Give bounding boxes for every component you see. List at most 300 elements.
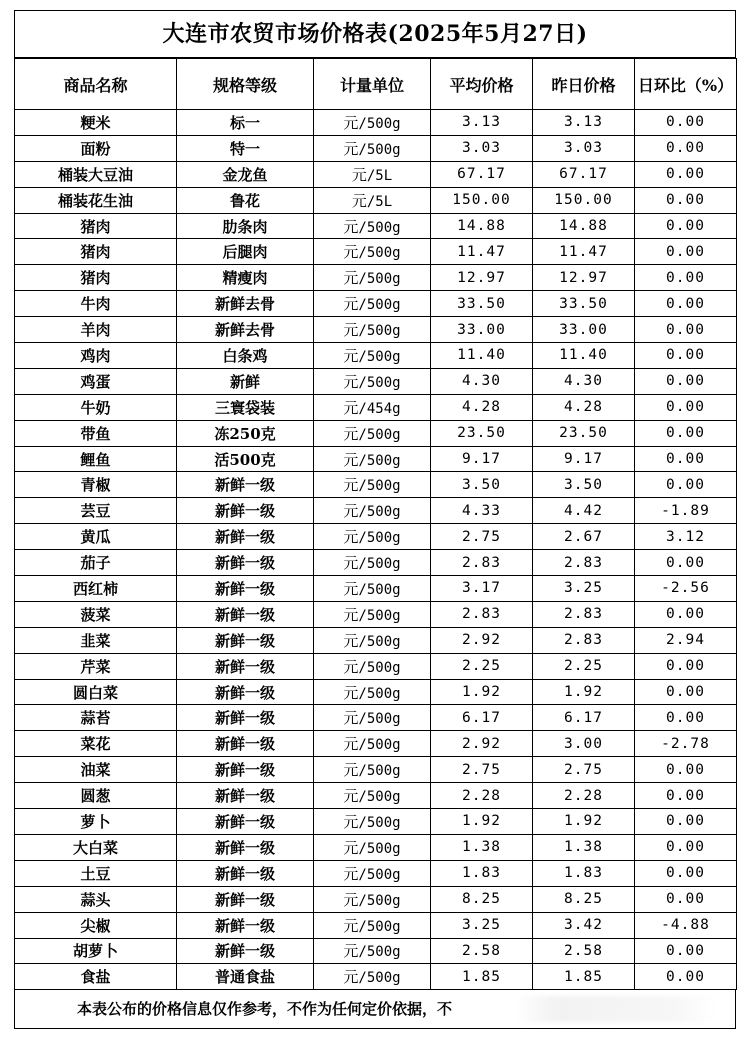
unit-currency: 元 (343, 217, 359, 236)
table-row (15, 783, 737, 809)
cell-yesterday-price: 2.75 (533, 757, 635, 783)
cell-unit (314, 731, 431, 757)
cell-spec-grade: 新鲜去骨 (177, 291, 314, 317)
cell-spec-grade: 新鲜一级 (177, 679, 314, 705)
cell-product-name: 大白菜 (15, 834, 177, 860)
table-row (15, 498, 737, 524)
cell-product-name: 韭菜 (15, 627, 177, 653)
cell-day-change: 0.00 (635, 446, 737, 472)
cell-product-name: 芹菜 (15, 653, 177, 679)
cell-spec-grade: 活500克 (177, 446, 314, 472)
cell-spec-grade: 新鲜一级 (177, 472, 314, 498)
unit-measure: /500g (358, 918, 401, 935)
cell-product-name: 牛肉 (15, 291, 177, 317)
cell-product-name: 桶装花生油 (15, 187, 177, 213)
cell-average-price: 1.38 (431, 834, 533, 860)
cell-day-change: -2.78 (635, 731, 737, 757)
table-header (15, 59, 737, 110)
table-row (15, 394, 737, 420)
unit-currency: 元 (343, 631, 359, 650)
unit-measure: /454g (358, 400, 401, 417)
cell-spec-grade: 新鲜一级 (177, 601, 314, 627)
unit-currency: 元 (351, 165, 367, 184)
table-row (15, 731, 737, 757)
cell-day-change: 0.00 (635, 964, 737, 990)
cell-product-name: 猪肉 (15, 213, 177, 239)
cell-unit (314, 135, 431, 161)
unit-measure: /500g (358, 297, 401, 314)
unit-measure: /500g (358, 271, 401, 288)
cell-unit (314, 524, 431, 550)
unit-measure: /500g (358, 866, 401, 883)
unit-currency: 元 (343, 476, 359, 495)
cell-average-price: 3.17 (431, 576, 533, 602)
cell-average-price: 1.85 (431, 964, 533, 990)
cell-unit (314, 239, 431, 265)
cell-day-change: 0.00 (635, 601, 737, 627)
cell-spec-grade: 新鲜一级 (177, 627, 314, 653)
cell-unit (314, 161, 431, 187)
unit-measure: /500g (358, 944, 401, 961)
cell-spec-grade: 新鲜一级 (177, 809, 314, 835)
cell-day-change: 0.00 (635, 368, 737, 394)
table-row (15, 446, 737, 472)
unit-measure: /5L (366, 167, 393, 184)
table-row (15, 938, 737, 964)
cell-spec-grade: 肋条肉 (177, 213, 314, 239)
cell-day-change: 0.00 (635, 161, 737, 187)
cell-unit (314, 912, 431, 938)
unit-measure: /500g (358, 892, 401, 909)
cell-product-name: 胡萝卜 (15, 938, 177, 964)
cell-day-change: 2.94 (635, 627, 737, 653)
cell-average-price: 12.97 (431, 265, 533, 291)
cell-average-price: 2.83 (431, 601, 533, 627)
cell-product-name: 油菜 (15, 757, 177, 783)
cell-unit (314, 498, 431, 524)
cell-spec-grade: 特一 (177, 135, 314, 161)
cell-product-name: 鲤鱼 (15, 446, 177, 472)
cell-spec-grade: 新鲜一级 (177, 886, 314, 912)
table-row (15, 135, 737, 161)
table-row (15, 291, 737, 317)
price-table (14, 58, 737, 990)
cell-yesterday-price: 2.83 (533, 550, 635, 576)
cell-day-change: 0.00 (635, 834, 737, 860)
cell-spec-grade: 新鲜一级 (177, 834, 314, 860)
unit-currency: 元 (343, 787, 359, 806)
unit-currency: 元 (343, 528, 359, 547)
unit-currency: 元 (343, 657, 359, 676)
table-row (15, 213, 737, 239)
unit-measure: /500g (358, 659, 401, 676)
unit-measure: /500g (358, 789, 401, 806)
cell-unit (314, 446, 431, 472)
cell-unit (314, 679, 431, 705)
cell-yesterday-price: 2.67 (533, 524, 635, 550)
cell-day-change: 0.00 (635, 394, 737, 420)
header-row (15, 59, 737, 110)
cell-spec-grade: 新鲜一级 (177, 576, 314, 602)
cell-day-change: 0.00 (635, 187, 737, 213)
unit-measure: /500g (358, 115, 401, 132)
cell-product-name: 土豆 (15, 860, 177, 886)
cell-yesterday-price: 6.17 (533, 705, 635, 731)
unit-measure: /500g (358, 556, 401, 573)
table-row (15, 601, 737, 627)
unit-measure: /500g (358, 245, 401, 262)
cell-product-name: 蒜头 (15, 886, 177, 912)
cell-average-price: 4.30 (431, 368, 533, 394)
unit-currency: 元 (343, 372, 359, 391)
table-row (15, 239, 737, 265)
cell-unit (314, 783, 431, 809)
header-yesterday-price: 昨日价格 (533, 59, 635, 110)
cell-spec-grade: 新鲜一级 (177, 524, 314, 550)
unit-measure: /500g (358, 219, 401, 236)
cell-product-name: 鸡肉 (15, 343, 177, 369)
unit-currency: 元 (343, 683, 359, 702)
cell-unit (314, 187, 431, 213)
cell-product-name: 蒜苔 (15, 705, 177, 731)
cell-spec-grade: 三寰袋装 (177, 394, 314, 420)
cell-product-name: 圆葱 (15, 783, 177, 809)
unit-currency: 元 (343, 916, 359, 935)
cell-spec-grade: 普通食盐 (177, 964, 314, 990)
cell-yesterday-price: 2.58 (533, 938, 635, 964)
cell-spec-grade: 新鲜一级 (177, 731, 314, 757)
table-row (15, 834, 737, 860)
cell-spec-grade: 新鲜 (177, 368, 314, 394)
unit-currency: 元 (343, 398, 359, 417)
cell-spec-grade: 后腿肉 (177, 239, 314, 265)
cell-spec-grade: 新鲜一级 (177, 757, 314, 783)
cell-unit (314, 705, 431, 731)
cell-yesterday-price: 1.38 (533, 834, 635, 860)
table-row (15, 187, 737, 213)
cell-unit (314, 343, 431, 369)
cell-yesterday-price: 3.00 (533, 731, 635, 757)
cell-average-price: 2.92 (431, 627, 533, 653)
cell-day-change: -2.56 (635, 576, 737, 602)
cell-yesterday-price: 9.17 (533, 446, 635, 472)
cell-unit (314, 110, 431, 136)
unit-measure: /500g (358, 737, 401, 754)
cell-product-name: 尖椒 (15, 912, 177, 938)
cell-average-price: 1.92 (431, 679, 533, 705)
unit-measure: /500g (358, 607, 401, 624)
cell-spec-grade: 精瘦肉 (177, 265, 314, 291)
cell-product-name: 羊肉 (15, 317, 177, 343)
table-body (15, 110, 737, 990)
cell-yesterday-price: 67.17 (533, 161, 635, 187)
cell-unit (314, 653, 431, 679)
cell-day-change: 0.00 (635, 239, 737, 265)
cell-day-change: 0.00 (635, 653, 737, 679)
cell-product-name: 面粉 (15, 135, 177, 161)
cell-spec-grade: 标一 (177, 110, 314, 136)
unit-currency: 元 (343, 735, 359, 754)
cell-unit (314, 938, 431, 964)
table-row (15, 886, 737, 912)
cell-average-price: 23.50 (431, 420, 533, 446)
unit-measure: /500g (358, 581, 401, 598)
cell-product-name: 黄瓜 (15, 524, 177, 550)
cell-day-change: 0.00 (635, 809, 737, 835)
cell-unit (314, 627, 431, 653)
cell-average-price: 2.83 (431, 550, 533, 576)
unit-currency: 元 (343, 709, 359, 728)
cell-average-price: 4.33 (431, 498, 533, 524)
cell-unit (314, 757, 431, 783)
cell-day-change: 0.00 (635, 472, 737, 498)
cell-day-change: -4.88 (635, 912, 737, 938)
table-row (15, 265, 737, 291)
blurred-overlay (515, 996, 715, 1022)
cell-yesterday-price: 4.30 (533, 368, 635, 394)
table-row (15, 912, 737, 938)
cell-average-price: 2.25 (431, 653, 533, 679)
unit-currency: 元 (343, 761, 359, 780)
cell-spec-grade: 新鲜一级 (177, 550, 314, 576)
table-row (15, 705, 737, 731)
unit-measure: /500g (358, 711, 401, 728)
cell-unit (314, 809, 431, 835)
unit-currency: 元 (343, 295, 359, 314)
unit-currency: 元 (343, 450, 359, 469)
cell-unit (314, 601, 431, 627)
unit-currency: 元 (343, 269, 359, 288)
cell-average-price: 67.17 (431, 161, 533, 187)
cell-unit (314, 291, 431, 317)
cell-day-change: 0.00 (635, 135, 737, 161)
cell-product-name: 菠菜 (15, 601, 177, 627)
unit-currency: 元 (343, 968, 359, 987)
unit-measure: /500g (358, 763, 401, 780)
cell-average-price: 4.28 (431, 394, 533, 420)
unit-measure: /500g (358, 348, 401, 365)
cell-yesterday-price: 12.97 (533, 265, 635, 291)
cell-day-change: 0.00 (635, 783, 737, 809)
cell-spec-grade: 新鲜去骨 (177, 317, 314, 343)
table-row (15, 550, 737, 576)
unit-currency: 元 (343, 346, 359, 365)
cell-yesterday-price: 1.92 (533, 679, 635, 705)
cell-day-change: 0.00 (635, 420, 737, 446)
cell-product-name: 猪肉 (15, 265, 177, 291)
table-row (15, 653, 737, 679)
unit-currency: 元 (343, 838, 359, 857)
unit-measure: /500g (358, 323, 401, 340)
cell-average-price: 14.88 (431, 213, 533, 239)
unit-measure: /500g (358, 374, 401, 391)
unit-measure: /500g (358, 141, 401, 158)
unit-currency: 元 (343, 942, 359, 961)
cell-average-price: 11.47 (431, 239, 533, 265)
cell-product-name: 芸豆 (15, 498, 177, 524)
cell-product-name: 粳米 (15, 110, 177, 136)
cell-day-change: 0.00 (635, 886, 737, 912)
cell-day-change: 0.00 (635, 291, 737, 317)
cell-product-name: 猪肉 (15, 239, 177, 265)
unit-measure: /500g (358, 840, 401, 857)
cell-yesterday-price: 11.47 (533, 239, 635, 265)
cell-unit (314, 265, 431, 291)
cell-product-name: 牛奶 (15, 394, 177, 420)
cell-unit (314, 860, 431, 886)
unit-measure: /500g (358, 814, 401, 831)
cell-yesterday-price: 33.50 (533, 291, 635, 317)
cell-spec-grade: 白条鸡 (177, 343, 314, 369)
header-average-price: 平均价格 (431, 59, 533, 110)
cell-yesterday-price: 2.83 (533, 627, 635, 653)
cell-yesterday-price: 2.25 (533, 653, 635, 679)
unit-currency: 元 (343, 605, 359, 624)
cell-product-name: 西红柿 (15, 576, 177, 602)
cell-yesterday-price: 4.42 (533, 498, 635, 524)
cell-average-price: 3.13 (431, 110, 533, 136)
table-row (15, 964, 737, 990)
cell-product-name: 圆白菜 (15, 679, 177, 705)
unit-currency: 元 (343, 139, 359, 158)
cell-yesterday-price: 11.40 (533, 343, 635, 369)
cell-average-price: 6.17 (431, 705, 533, 731)
unit-measure: /500g (358, 530, 401, 547)
cell-yesterday-price: 1.85 (533, 964, 635, 990)
unit-currency: 元 (351, 191, 367, 210)
table-row (15, 524, 737, 550)
cell-yesterday-price: 3.50 (533, 472, 635, 498)
cell-average-price: 3.25 (431, 912, 533, 938)
disclaimer-footer (14, 990, 736, 1029)
unit-currency: 元 (343, 424, 359, 443)
cell-unit (314, 317, 431, 343)
cell-spec-grade: 冻250克 (177, 420, 314, 446)
cell-unit (314, 213, 431, 239)
cell-average-price: 1.92 (431, 809, 533, 835)
cell-yesterday-price: 150.00 (533, 187, 635, 213)
cell-unit (314, 420, 431, 446)
cell-yesterday-price: 3.13 (533, 110, 635, 136)
unit-currency: 元 (343, 579, 359, 598)
cell-unit (314, 472, 431, 498)
cell-day-change: 3.12 (635, 524, 737, 550)
cell-spec-grade: 金龙鱼 (177, 161, 314, 187)
cell-spec-grade: 新鲜一级 (177, 938, 314, 964)
table-row (15, 343, 737, 369)
cell-spec-grade: 鲁花 (177, 187, 314, 213)
cell-product-name: 茄子 (15, 550, 177, 576)
cell-average-price: 2.58 (431, 938, 533, 964)
unit-currency: 元 (343, 321, 359, 340)
cell-product-name: 带鱼 (15, 420, 177, 446)
table-row (15, 110, 737, 136)
cell-yesterday-price: 14.88 (533, 213, 635, 239)
cell-day-change: 0.00 (635, 757, 737, 783)
cell-average-price: 150.00 (431, 187, 533, 213)
cell-day-change: 0.00 (635, 550, 737, 576)
unit-measure: /500g (358, 426, 401, 443)
cell-unit (314, 964, 431, 990)
cell-day-change: 0.00 (635, 213, 737, 239)
unit-measure: /500g (358, 970, 401, 987)
unit-measure: /500g (358, 504, 401, 521)
cell-yesterday-price: 4.28 (533, 394, 635, 420)
header-spec-grade: 规格等级 (177, 59, 314, 110)
cell-yesterday-price: 3.25 (533, 576, 635, 602)
cell-yesterday-price: 2.83 (533, 601, 635, 627)
price-sheet (14, 10, 736, 1029)
cell-average-price: 9.17 (431, 446, 533, 472)
cell-spec-grade: 新鲜一级 (177, 653, 314, 679)
cell-yesterday-price: 1.92 (533, 809, 635, 835)
cell-average-price: 11.40 (431, 343, 533, 369)
table-row (15, 317, 737, 343)
header-product-name: 商品名称 (15, 59, 177, 110)
cell-yesterday-price: 8.25 (533, 886, 635, 912)
page-title: 大连市农贸市场价格表(2025年5月27日) (14, 10, 736, 58)
unit-currency: 元 (343, 502, 359, 521)
cell-average-price: 3.03 (431, 135, 533, 161)
unit-measure: /500g (358, 633, 401, 650)
cell-day-change: 0.00 (635, 679, 737, 705)
cell-average-price: 2.92 (431, 731, 533, 757)
cell-spec-grade: 新鲜一级 (177, 912, 314, 938)
cell-average-price: 33.00 (431, 317, 533, 343)
cell-unit (314, 886, 431, 912)
unit-currency: 元 (343, 243, 359, 262)
unit-measure: /500g (358, 478, 401, 495)
table-row (15, 679, 737, 705)
cell-spec-grade: 新鲜一级 (177, 783, 314, 809)
unit-currency: 元 (343, 812, 359, 831)
cell-spec-grade: 新鲜一级 (177, 705, 314, 731)
table-row (15, 161, 737, 187)
table-row (15, 757, 737, 783)
cell-day-change: 0.00 (635, 705, 737, 731)
cell-average-price: 8.25 (431, 886, 533, 912)
cell-yesterday-price: 3.03 (533, 135, 635, 161)
unit-currency: 元 (343, 113, 359, 132)
unit-currency: 元 (343, 890, 359, 909)
cell-yesterday-price: 33.00 (533, 317, 635, 343)
cell-yesterday-price: 1.83 (533, 860, 635, 886)
cell-average-price: 3.50 (431, 472, 533, 498)
cell-product-name: 食盐 (15, 964, 177, 990)
cell-average-price: 2.28 (431, 783, 533, 809)
cell-unit (314, 834, 431, 860)
unit-currency: 元 (343, 554, 359, 573)
cell-unit (314, 550, 431, 576)
cell-average-price: 2.75 (431, 524, 533, 550)
cell-day-change: 0.00 (635, 938, 737, 964)
cell-day-change: -1.89 (635, 498, 737, 524)
table-row (15, 368, 737, 394)
cell-day-change: 0.00 (635, 110, 737, 136)
cell-average-price: 2.75 (431, 757, 533, 783)
cell-product-name: 鸡蛋 (15, 368, 177, 394)
cell-day-change: 0.00 (635, 265, 737, 291)
unit-measure: /500g (358, 452, 401, 469)
table-row (15, 420, 737, 446)
cell-average-price: 33.50 (431, 291, 533, 317)
cell-product-name: 青椒 (15, 472, 177, 498)
table-row (15, 576, 737, 602)
cell-day-change: 0.00 (635, 860, 737, 886)
cell-product-name: 萝卜 (15, 809, 177, 835)
cell-yesterday-price: 3.42 (533, 912, 635, 938)
cell-day-change: 0.00 (635, 343, 737, 369)
